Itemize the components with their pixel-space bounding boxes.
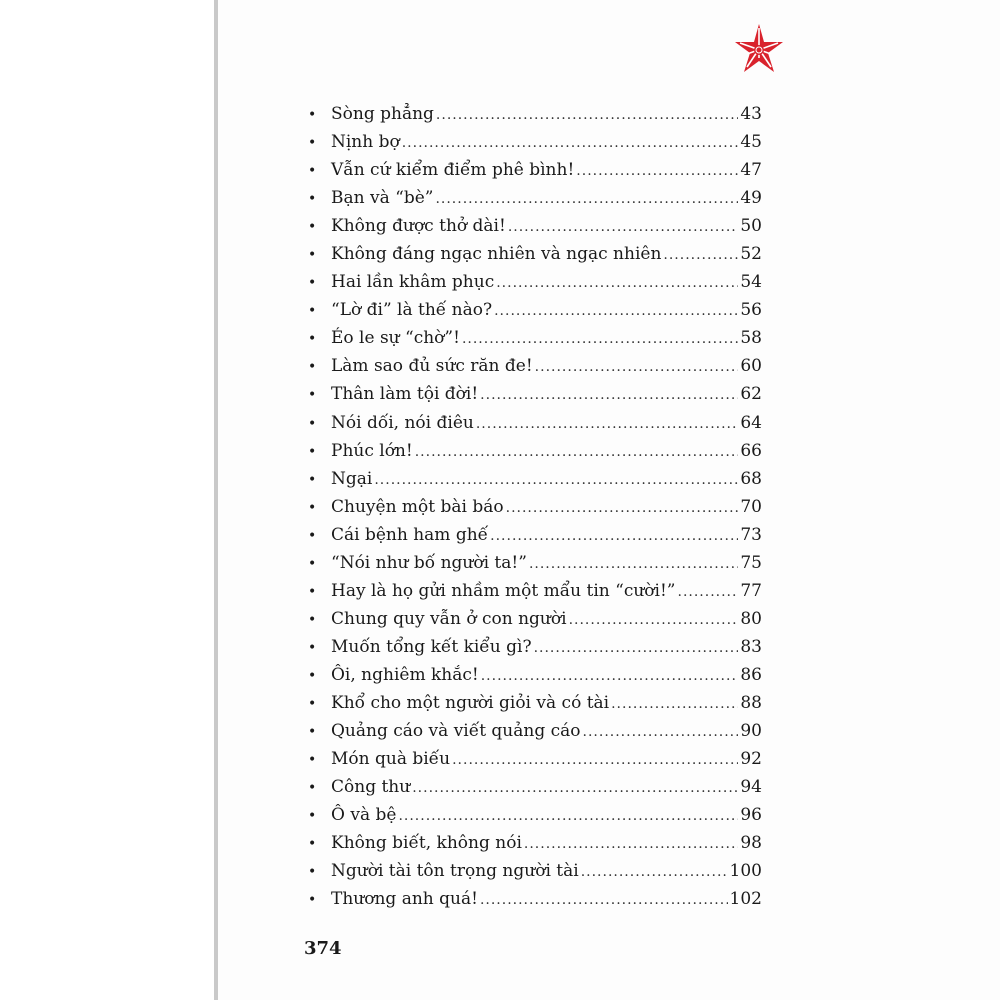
- toc-entry-title: Vẫn cứ kiểm điểm phê bình!: [331, 160, 575, 181]
- bullet-icon: •: [308, 667, 317, 684]
- toc-entry: [300, 717, 762, 745]
- toc-entry-title: Làm sao đủ sức răn đe!: [331, 356, 533, 377]
- bullet-icon: •: [308, 836, 317, 853]
- toc-entry-page: 86: [740, 664, 762, 685]
- bullet-icon: •: [308, 415, 317, 432]
- bullet-icon: •: [308, 695, 317, 712]
- dot-leader: [496, 269, 738, 297]
- dot-leader: [569, 606, 739, 634]
- dot-leader: [535, 353, 739, 381]
- toc-entry: [300, 296, 762, 324]
- toc-entry-page: 60: [740, 356, 762, 377]
- publisher-star-logo-icon: [731, 22, 787, 78]
- toc-entry-page: 70: [740, 496, 762, 517]
- bullet-icon: •: [308, 752, 317, 769]
- toc-entry-page: 88: [740, 692, 762, 713]
- bullet-icon: •: [308, 555, 317, 572]
- toc-entry: [300, 409, 762, 437]
- toc-entry-page: 54: [740, 272, 762, 293]
- dot-leader: [398, 802, 738, 830]
- toc-entry-title: Thân làm tội đời!: [331, 384, 479, 405]
- bullet-icon: •: [308, 892, 317, 909]
- toc-entry-page: 102: [729, 889, 762, 910]
- dot-leader: [663, 241, 738, 269]
- toc-entry-title: Người tài tôn trọng người tài: [331, 861, 579, 882]
- toc-entry: [300, 661, 762, 689]
- dot-leader: [678, 578, 739, 606]
- dot-leader: [481, 662, 739, 690]
- dot-leader: [494, 297, 738, 325]
- page-number: 374: [304, 938, 342, 959]
- toc-entry-page: 92: [740, 749, 762, 770]
- toc-entry-page: 80: [740, 608, 762, 629]
- toc-entry-title: Thương anh quá!: [331, 889, 478, 910]
- toc-entry-title: Không được thở dài!: [331, 216, 506, 237]
- dot-leader: [415, 438, 739, 466]
- dot-leader: [435, 185, 738, 213]
- dot-leader: [529, 550, 738, 578]
- bullet-icon: •: [308, 219, 317, 236]
- toc-entry: [300, 577, 762, 605]
- toc-entry-title: Muốn tổng kết kiểu gì?: [331, 636, 532, 657]
- dot-leader: [452, 746, 738, 774]
- toc-entry-page: 50: [740, 216, 762, 237]
- toc-entry-title: Không biết, không nói: [331, 833, 522, 854]
- toc-entry-page: 100: [729, 861, 762, 882]
- dot-leader: [576, 157, 738, 185]
- toc-entry: [300, 100, 762, 128]
- toc-entry: [300, 156, 762, 184]
- dot-leader: [480, 886, 728, 914]
- dot-leader: [524, 830, 738, 858]
- toc-entry-page: 49: [740, 188, 762, 209]
- toc-entry-title: Sòng phẳng: [331, 104, 434, 124]
- toc-entry-title: Ngại: [331, 468, 373, 489]
- bullet-icon: •: [308, 443, 317, 460]
- dot-leader: [402, 129, 739, 157]
- bullet-icon: •: [308, 359, 317, 376]
- dot-leader: [374, 466, 738, 494]
- bullet-icon: •: [308, 135, 317, 152]
- toc-entry: [300, 689, 762, 717]
- toc-entry-title: Chung quy vẫn ở con người: [331, 608, 567, 629]
- toc-entry-title: Nói dối, nói điêu: [331, 412, 474, 433]
- left-margin: [0, 0, 214, 1000]
- toc-entry-title: Hay là họ gửi nhầm một mẩu tin “cười!”: [331, 580, 676, 601]
- dot-leader: [508, 213, 739, 241]
- bullet-icon: •: [308, 191, 317, 208]
- toc-entry: [300, 465, 762, 493]
- toc-entry: [300, 380, 762, 408]
- toc-entry: [300, 240, 762, 268]
- toc-entry-page: 66: [740, 440, 762, 461]
- table-of-contents: [300, 100, 762, 913]
- toc-entry-page: 45: [740, 132, 762, 153]
- toc-entry: [300, 605, 762, 633]
- toc-entry-title: Công thư: [331, 777, 411, 798]
- toc-entry: [300, 352, 762, 380]
- toc-entry: [300, 128, 762, 156]
- toc-entry-page: 58: [740, 328, 762, 349]
- toc-entry-page: 56: [740, 300, 762, 321]
- bullet-icon: •: [308, 471, 317, 488]
- toc-entry: [300, 857, 762, 885]
- bullet-icon: •: [308, 163, 317, 180]
- dot-leader: [581, 858, 728, 886]
- toc-entry: [300, 437, 762, 465]
- toc-entry-page: 68: [740, 468, 762, 489]
- toc-entry: [300, 801, 762, 829]
- bullet-icon: •: [308, 527, 317, 544]
- dot-leader: [583, 718, 739, 746]
- dot-leader: [436, 101, 738, 129]
- toc-entry-page: 94: [740, 777, 762, 798]
- toc-entry-title: “Nói như bố người ta!”: [331, 552, 527, 573]
- toc-entry-page: 52: [740, 244, 762, 265]
- toc-entry-page: 64: [740, 412, 762, 433]
- dot-leader: [480, 381, 738, 409]
- dot-leader: [611, 690, 738, 718]
- bullet-icon: •: [308, 583, 317, 600]
- toc-entry-page: 73: [740, 524, 762, 545]
- bullet-icon: •: [308, 331, 317, 348]
- bullet-icon: •: [308, 864, 317, 881]
- bullet-icon: •: [308, 639, 317, 656]
- bullet-icon: •: [308, 387, 317, 404]
- toc-entry-page: 47: [740, 160, 762, 181]
- toc-entry-page: 90: [740, 721, 762, 742]
- toc-entry: [300, 521, 762, 549]
- toc-entry: [300, 829, 762, 857]
- toc-entry-title: Khổ cho một người giỏi và có tài: [331, 692, 610, 713]
- dot-leader: [412, 774, 738, 802]
- toc-entry-page: 43: [740, 104, 762, 124]
- bullet-icon: •: [308, 275, 317, 292]
- dot-leader: [476, 410, 739, 438]
- bullet-icon: •: [308, 611, 317, 628]
- toc-entry-title: Éo le sự “chờ”!: [331, 328, 460, 349]
- toc-entry: [300, 493, 762, 521]
- toc-entry-page: 62: [740, 384, 762, 405]
- bullet-icon: •: [308, 808, 317, 825]
- toc-entry: [300, 745, 762, 773]
- toc-entry-title: Chuyện một bài báo: [331, 496, 504, 517]
- toc-entry: [300, 212, 762, 240]
- bullet-icon: •: [308, 107, 317, 123]
- toc-entry-title: Không đáng ngạc nhiên và ngạc nhiên: [331, 244, 662, 265]
- dot-leader: [534, 634, 739, 662]
- toc-entry-title: Quảng cáo và viết quảng cáo: [331, 721, 581, 742]
- toc-entry: [300, 324, 762, 352]
- toc-entry-title: Ô và bệ: [331, 805, 397, 826]
- toc-entry: [300, 268, 762, 296]
- toc-entry-title: Phúc lớn!: [331, 440, 413, 461]
- toc-entry-page: 77: [740, 580, 762, 601]
- bullet-icon: •: [308, 780, 317, 797]
- toc-entry-page: 83: [740, 636, 762, 657]
- toc-entry-title: Món quà biếu: [331, 749, 451, 770]
- bullet-icon: •: [308, 247, 317, 264]
- toc-entry: [300, 633, 762, 661]
- toc-entry-title: “Lờ đi” là thế nào?: [331, 300, 493, 321]
- toc-entry: [300, 549, 762, 577]
- dot-leader: [462, 325, 738, 353]
- toc-entry: [300, 773, 762, 801]
- toc-entry: [300, 885, 762, 913]
- bullet-icon: •: [308, 724, 317, 741]
- toc-entry: [300, 184, 762, 212]
- toc-entry-title: Hai lần khâm phục: [331, 272, 495, 293]
- toc-entry-title: Nịnh bợ: [331, 132, 400, 153]
- toc-entry-page: 75: [740, 552, 762, 573]
- toc-entry-title: Bạn và “bè”: [331, 188, 434, 209]
- dot-leader: [490, 522, 738, 550]
- dot-leader: [506, 494, 739, 522]
- toc-entry-page: 98: [740, 833, 762, 854]
- bullet-icon: •: [308, 303, 317, 320]
- toc-entry-title: Ôi, nghiêm khắc!: [331, 664, 479, 685]
- toc-entry-title: Cái bệnh ham ghế: [331, 524, 489, 545]
- bullet-icon: •: [308, 499, 317, 516]
- toc-entry-page: 96: [740, 805, 762, 826]
